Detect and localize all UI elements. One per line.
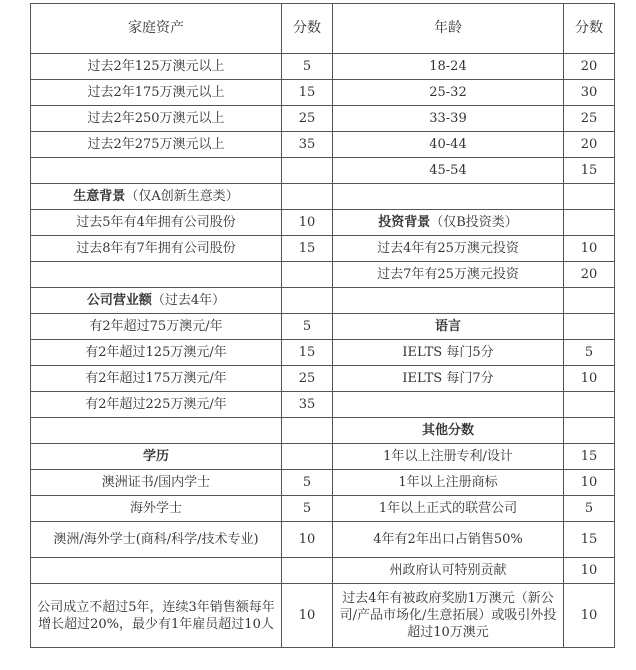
table-row	[31, 418, 615, 444]
table-row	[31, 392, 615, 418]
section-other-points: 其他分数	[333, 418, 564, 444]
empty-cell	[333, 288, 564, 314]
table-header-row	[31, 4, 615, 54]
table-row	[31, 184, 615, 210]
empty-cell	[31, 558, 282, 584]
empty-cell	[333, 184, 564, 210]
education-label: 澳洲证书/国内学士	[31, 470, 282, 496]
education-score: 5	[282, 496, 333, 522]
age-score: 15	[564, 158, 615, 184]
table-row	[31, 522, 615, 558]
business-points-table	[30, 3, 615, 648]
turnover-label: 有2年超过225万澳元/年	[31, 392, 282, 418]
turnover-score: 35	[282, 392, 333, 418]
investment-score: 10	[564, 236, 615, 262]
turnover-label: 有2年超过125万澳元/年	[31, 340, 282, 366]
age-score: 20	[564, 54, 615, 80]
header-age: 年龄	[333, 4, 564, 54]
other-score: 10	[564, 470, 615, 496]
table-row	[31, 314, 615, 340]
empty-cell	[31, 418, 282, 444]
startup-score: 10	[282, 584, 333, 648]
table-row	[31, 558, 615, 584]
empty-cell	[282, 558, 333, 584]
empty-cell	[282, 418, 333, 444]
turnover-score: 15	[282, 340, 333, 366]
other-score: 10	[564, 584, 615, 648]
empty-cell	[564, 418, 615, 444]
other-score: 15	[564, 522, 615, 558]
education-score: 5	[282, 470, 333, 496]
empty-cell	[564, 314, 615, 340]
asset-label: 过去2年275万澳元以上	[31, 132, 282, 158]
table-row	[31, 262, 615, 288]
empty-cell	[333, 392, 564, 418]
table-row	[31, 106, 615, 132]
other-label: 州政府认可特别贡献	[333, 558, 564, 584]
empty-cell	[31, 158, 282, 184]
empty-cell	[564, 184, 615, 210]
education-label: 澳洲/海外学士(商科/科学/技术专业)	[31, 522, 282, 558]
language-score: 5	[564, 340, 615, 366]
business-score: 10	[282, 210, 333, 236]
business-label: 过去5年有4年拥有公司股份	[31, 210, 282, 236]
empty-cell	[282, 288, 333, 314]
section-turnover	[31, 288, 282, 314]
asset-score: 15	[282, 80, 333, 106]
table-row	[31, 444, 615, 470]
other-label: 过去4年有被政府奖励1万澳元（新公司/产品市场化/生意拓展）或吸引外投超过10万澳元	[333, 584, 564, 648]
age-label: 18-24	[333, 54, 564, 80]
empty-cell	[282, 262, 333, 288]
asset-score: 35	[282, 132, 333, 158]
empty-cell	[282, 184, 333, 210]
asset-label: 过去2年125万澳元以上	[31, 54, 282, 80]
other-label: 1年以上正式的联营公司	[333, 496, 564, 522]
table-row	[31, 366, 615, 392]
section-title-bold: 生意背景	[73, 189, 126, 204]
other-label: 4年有2年出口占销售50%	[333, 522, 564, 558]
table-row	[31, 236, 615, 262]
other-score: 5	[564, 496, 615, 522]
age-score: 25	[564, 106, 615, 132]
turnover-label: 有2年超过75万澳元/年	[31, 314, 282, 340]
business-score: 15	[282, 236, 333, 262]
investment-label: 过去7年有25万澳元投资	[333, 262, 564, 288]
section-investment-background	[333, 210, 564, 236]
section-title-note: （仅B投资类）	[430, 215, 518, 230]
language-label: IELTS 每门5分	[333, 340, 564, 366]
empty-cell	[31, 262, 282, 288]
section-title-note: （仅A创新生意类）	[125, 189, 239, 204]
age-label: 45-54	[333, 158, 564, 184]
section-title-bold: 公司营业额	[86, 293, 152, 308]
asset-label: 过去2年250万澳元以上	[31, 106, 282, 132]
business-label: 过去8年有7年拥有公司股份	[31, 236, 282, 262]
education-score: 10	[282, 522, 333, 558]
age-score: 30	[564, 80, 615, 106]
language-score: 10	[564, 366, 615, 392]
table-row	[31, 496, 615, 522]
table-row	[31, 210, 615, 236]
section-title-note: （过去4年）	[151, 293, 226, 308]
empty-cell	[564, 288, 615, 314]
section-title-bold: 投资背景	[378, 215, 431, 230]
age-label: 33-39	[333, 106, 564, 132]
table-row	[31, 584, 615, 648]
turnover-score: 25	[282, 366, 333, 392]
table-row	[31, 340, 615, 366]
header-family-assets: 家庭资产	[31, 4, 282, 54]
asset-label: 过去2年175万澳元以上	[31, 80, 282, 106]
header-score-2: 分数	[564, 4, 615, 54]
table-row	[31, 54, 615, 80]
education-label: 海外学士	[31, 496, 282, 522]
header-score: 分数	[282, 4, 333, 54]
investment-score: 20	[564, 262, 615, 288]
asset-score: 25	[282, 106, 333, 132]
table-row	[31, 158, 615, 184]
other-score: 10	[564, 558, 615, 584]
empty-cell	[282, 444, 333, 470]
turnover-label: 有2年超过175万澳元/年	[31, 366, 282, 392]
table-row	[31, 80, 615, 106]
empty-cell	[564, 392, 615, 418]
language-label: IELTS 每门7分	[333, 366, 564, 392]
section-business-background	[31, 184, 282, 210]
age-label: 40-44	[333, 132, 564, 158]
empty-cell	[564, 210, 615, 236]
other-label: 1年以上注册专利/设计	[333, 444, 564, 470]
table-row	[31, 132, 615, 158]
empty-cell	[282, 158, 333, 184]
table-row	[31, 288, 615, 314]
age-label: 25-32	[333, 80, 564, 106]
asset-score: 5	[282, 54, 333, 80]
other-score: 15	[564, 444, 615, 470]
other-label: 1年以上注册商标	[333, 470, 564, 496]
turnover-score: 5	[282, 314, 333, 340]
investment-label: 过去4年有25万澳元投资	[333, 236, 564, 262]
section-education: 学历	[31, 444, 282, 470]
age-score: 20	[564, 132, 615, 158]
table-row	[31, 470, 615, 496]
section-language: 语言	[333, 314, 564, 340]
startup-label: 公司成立不超过5年，连续3年销售额每年增长超过20%，最少有1年雇员超过10人	[31, 584, 282, 648]
